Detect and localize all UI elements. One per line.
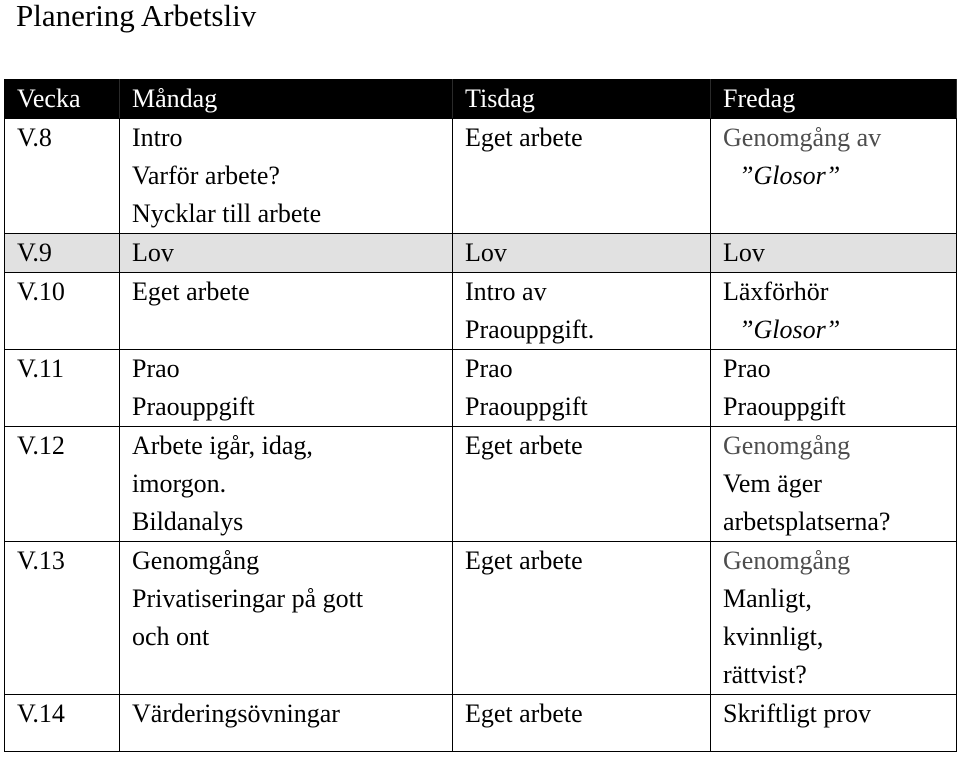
tuesday-cell: Eget arbete [453,695,711,752]
tuesday-cell: Eget arbete [453,119,711,234]
monday-cell: Arbete igår, idag, imorgon. Bildanalys [120,427,453,542]
monday-cell: Eget arbete [120,273,453,350]
table-row [5,695,957,752]
monday-cell: Intro Varför arbete? Nycklar till arbete [120,119,453,234]
friday-cell: Prao Praouppgift [711,350,957,427]
friday-cell: Genomgång av ”Glosor” [711,119,957,234]
table-row [5,350,957,427]
tuesday-cell: Lov [453,234,711,273]
friday-cell: Genomgång Vem äger arbetsplatserna? [711,427,957,542]
header-tuesday: Tisdag [453,80,711,119]
week-cell: V.8 [5,119,120,234]
tuesday-cell: Prao Praouppgift [453,350,711,427]
week-cell: V.14 [5,695,120,752]
week-cell: V.11 [5,350,120,427]
week-cell: V.13 [5,542,120,695]
table-row [5,427,957,542]
table-row [5,273,957,350]
table-row [5,542,957,695]
table-row [5,234,957,273]
monday-cell: Prao Praouppgift [120,350,453,427]
tuesday-cell: Eget arbete [453,542,711,695]
schedule-table [4,79,957,752]
friday-cell: Genomgång Manligt, kvinnligt, rättvist? [711,542,957,695]
week-cell: V.9 [5,234,120,273]
monday-cell: Värderingsövningar [120,695,453,752]
week-cell: V.10 [5,273,120,350]
friday-cell: Lov [711,234,957,273]
page-title: Planering Arbetsliv [16,0,257,33]
monday-cell: Lov [120,234,453,273]
tuesday-cell: Eget arbete [453,427,711,542]
header-week: Vecka [5,80,120,119]
header-friday: Fredag [711,80,957,119]
monday-cell: Genomgång Privatiseringar på gott och ont [120,542,453,695]
header-row [5,80,957,119]
friday-cell: Skriftligt prov [711,695,957,752]
tuesday-cell: Intro av Praouppgift. [453,273,711,350]
header-monday: Måndag [120,80,453,119]
table-row [5,119,957,234]
week-cell: V.12 [5,427,120,542]
friday-cell: Läxförhör ”Glosor” [711,273,957,350]
